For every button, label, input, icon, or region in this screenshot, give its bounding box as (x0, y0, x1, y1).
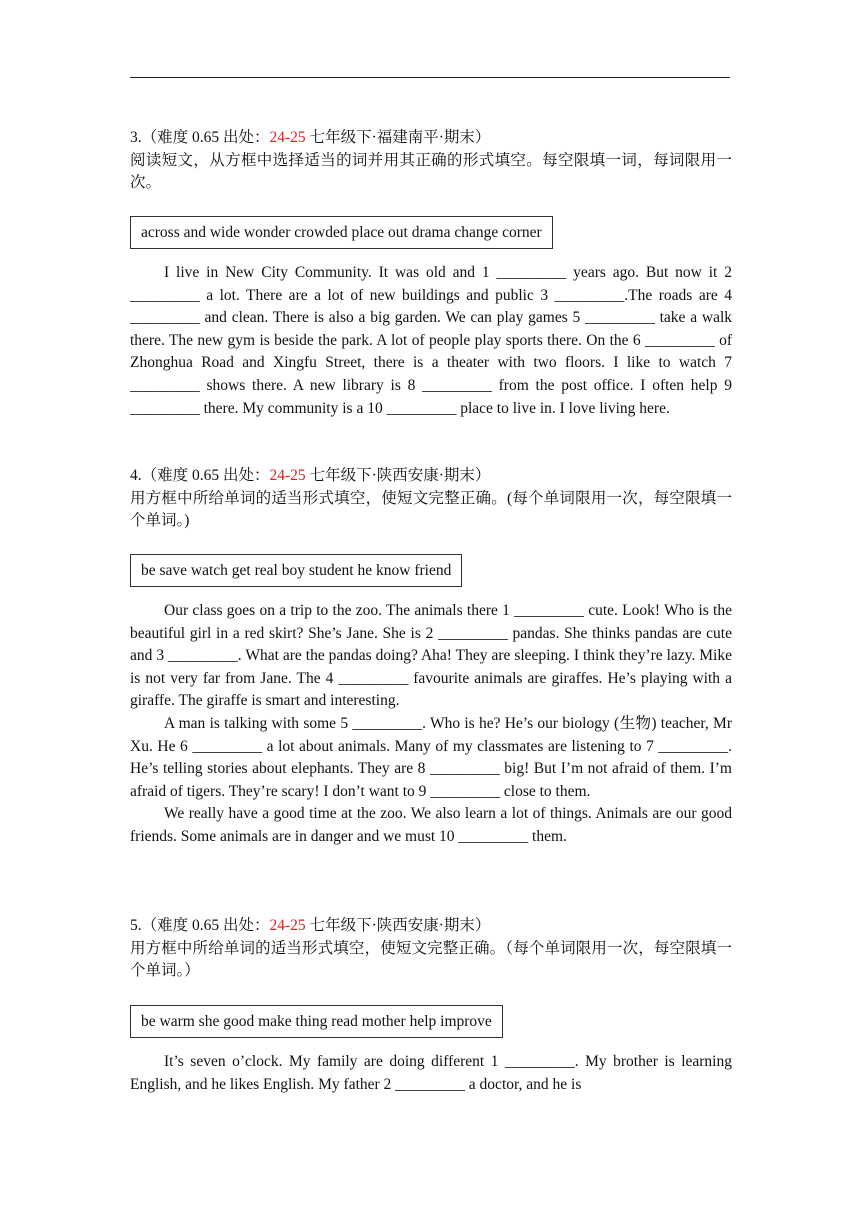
question-5 (130, 915, 732, 983)
passage-paragraph: It’s seven o’clock. My family are doing different 1 _________. My brother is learning English, and he likes English. My father 2 _________ a doctor, and he is (130, 1053, 732, 1093)
header-rule (130, 77, 730, 78)
question-header (130, 465, 732, 488)
question-4 (130, 465, 732, 533)
question-meta: （难度 0.65 出处： (141, 129, 270, 146)
passage-paragraph: A man is talking with some 5 _________. Who is he? He’s our biology (生物) teacher, Mr Xu. He 6 _________ a lot about animals. Many of my classmates are listening to 7 _________. He’s telling stories about elephants. They are 8 _________ big! But I’m not afraid of them. I’m afraid of tigers. They’re scary! I don’t want to 9 _________ close to them. (130, 714, 732, 800)
word-box: be warm she good make thing read mother help improve (130, 1005, 503, 1038)
passage (130, 600, 732, 849)
question-meta-suffix: 七年级下·福建南平·期末） (305, 129, 491, 146)
question-number: 4. (130, 467, 142, 484)
question-3 (130, 127, 732, 195)
question-instruction: 阅读短文，从方框中选择适当的词并用其正确的形式填空。每空限填一词，每词限用一次。 (130, 151, 732, 192)
source-year: 24-25 (269, 129, 306, 146)
word-box: across and wide wonder crowded place out drama change corner (130, 216, 553, 249)
question-number: 3. (130, 129, 142, 146)
passage-paragraph: We really have a good time at the zoo. We also learn a lot of things. Animals are our good friends. Some animals are in danger and we must 10 _________ them. (130, 805, 732, 845)
passage (130, 1051, 732, 1096)
question-meta-suffix: 七年级下·陕西安康·期末） (305, 467, 491, 484)
passage-paragraph: I live in New City Community. It was old and 1 _________ years ago. But now it 2 _________ a lot. There are a lot of new buildings and public 3 _________.The roads are 4 _________ and clean. There is also a big garden. We can play games 5 _________ take a walk there. The new gym is beside the park. A lot of people play sports there. On the 6 _________ of Zhonghua Road and Xingfu Street, there is a theater with two floors. I like to watch 7 _________ shows there. A new library is 8 _________ from the post office. I often help 9 _________ there. My community is a 10 _________ place to live in. I love living here. (130, 264, 732, 417)
question-number: 5. (130, 917, 142, 934)
question-meta: （难度 0.65 出处： (141, 467, 270, 484)
source-year: 24-25 (269, 917, 306, 934)
question-instruction: 用方框中所给单词的适当形式填空，使短文完整正确。(每个单词限用一次，每空限填一个单词。) (130, 489, 732, 530)
passage-paragraph: Our class goes on a trip to the zoo. The animals there 1 _________ cute. Look! Who is the beautiful girl in a red skirt? She’s Jane. She is 2 _________ pandas. She thinks pandas are cute and 3 _________. What are the pandas doing? Aha! They are sleeping. I think they’re lazy. Mike is not very far from Jane. The 4 _________ favourite animals are giraffes. He’s playing with a giraffe. The giraffe is smart and interesting. (130, 602, 732, 710)
question-instruction: 用方框中所给单词的适当形式填空，使短文完整正确。（每个单词限用一次，每空限填一个单词。） (130, 939, 732, 980)
question-header (130, 127, 732, 150)
word-box: be save watch get real boy student he know friend (130, 554, 462, 587)
question-meta-suffix: 七年级下·陕西安康·期末） (305, 917, 491, 934)
question-meta: （难度 0.65 出处： (141, 917, 270, 934)
passage (130, 262, 732, 420)
source-year: 24-25 (269, 467, 306, 484)
question-header (130, 915, 732, 938)
